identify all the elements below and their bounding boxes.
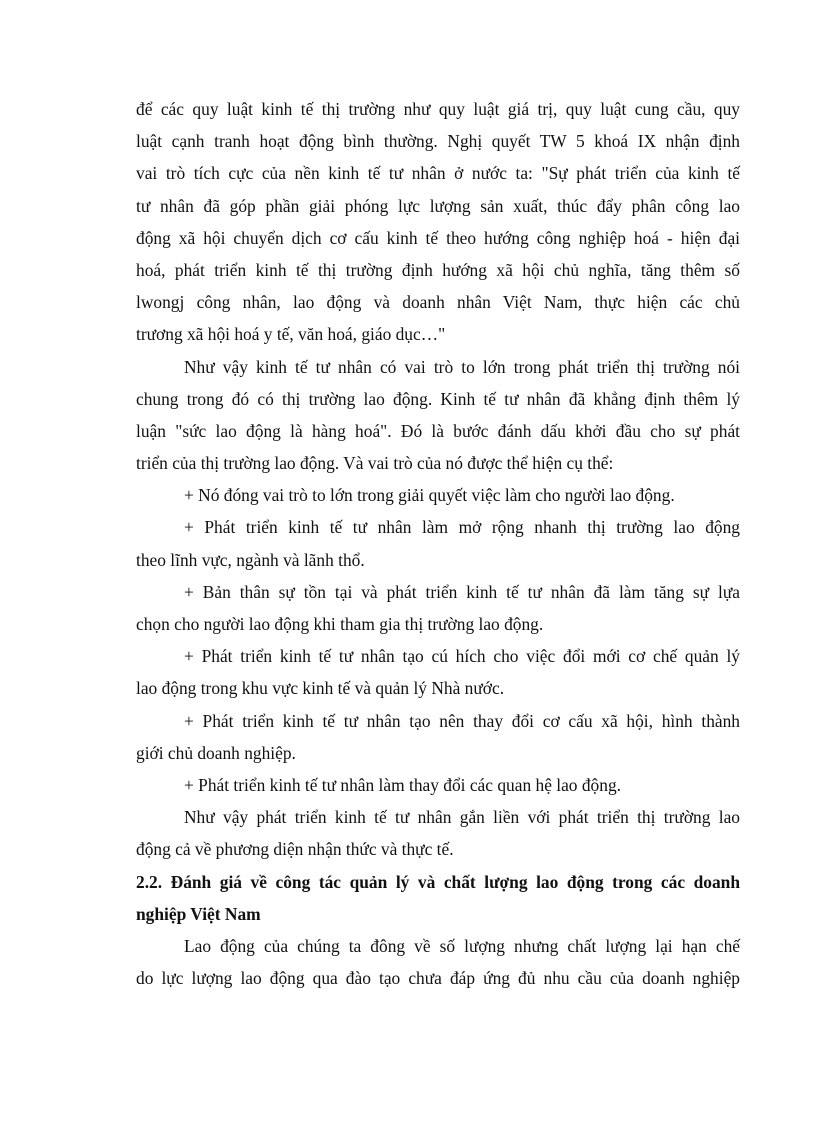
bullet-item	[136, 769, 740, 801]
text-line: hoá, phát triển kinh tế thị trường định hướng xã hội chủ nghĩa, tăng thêm số	[136, 259, 740, 280]
text-line: + Phát triển kinh tế tư nhân làm mở rộng nhanh thị trường lao động	[184, 517, 740, 538]
text-line: lwongj công nhân, lao động và doanh nhân Việt Nam, thực hiện các chủ	[136, 292, 740, 313]
heading-line: 2.2. Đánh giá về công tác quản lý và chất lượng lao động trong các doanh	[136, 871, 740, 892]
text-line: Như vậy kinh tế tư nhân có vai trò to lớn trong phát triển thị trường nói	[184, 356, 740, 377]
text-line: + Nó đóng vai trò to lớn trong giải quyết việc làm cho người lao động.	[184, 485, 675, 506]
text-line: giới chủ doanh nghiệp.	[136, 742, 296, 763]
text-line: Lao động của chúng ta đông về số lượng nhưng chất lượng lại hạn chế	[184, 935, 740, 956]
paragraph-conclusion	[136, 801, 740, 865]
bullet-item	[136, 705, 740, 769]
text-line: vai trò tích cực của nền kinh tế tư nhân ở nước ta: "Sự phát triển của kinh tế	[136, 163, 740, 184]
text-line: tư nhân đã góp phần giải phóng lực lượng sản xuất, thúc đẩy phân công lao	[136, 195, 740, 216]
section-heading	[136, 866, 740, 930]
paragraph-role-of-private-sector	[136, 351, 740, 480]
bullet-item	[136, 479, 740, 511]
text-line: động xã hội chuyển dịch cơ cấu kinh tế theo hướng công nghiệp hoá - hiện đại	[136, 227, 740, 248]
text-line: lao động trong khu vực kinh tế và quản lý Nhà nước.	[136, 678, 505, 699]
text-line: luật cạnh tranh hoạt động bình thường. Nghị quyết TW 5 khoá IX nhận định	[136, 131, 740, 152]
text-line: do lực lượng lao động qua đào tạo chưa đáp ứng đủ nhu cầu của doanh nghiệp	[136, 968, 740, 989]
text-line: Như vậy phát triển kinh tế tư nhân gắn liền với phát triển thị trường lao	[184, 807, 740, 828]
text-line: chọn cho người lao động khi tham gia thị trường lao động.	[136, 614, 544, 634]
text-line: luận "sức lao động là hàng hoá". Đó là bước đánh dấu khởi đầu cho sự phát	[136, 420, 740, 441]
text-line: theo lĩnh vực, ngành và lãnh thổ.	[136, 549, 365, 570]
document-page	[136, 93, 740, 994]
bullet-item	[136, 576, 740, 640]
bullet-item	[136, 640, 740, 704]
text-line: + Bản thân sự tồn tại và phát triển kinh tế tư nhân đã làm tăng sự lựa	[184, 581, 740, 602]
bullet-item	[136, 511, 740, 575]
paragraph-labor-quality	[136, 930, 740, 994]
text-line: chung trong đó có thị trường lao động. Kinh tế tư nhân đã khẳng định thêm lý	[136, 388, 740, 409]
text-line: triển của thị trường lao động. Và vai trò của nó được thể hiện cụ thể:	[136, 453, 614, 474]
text-line: + Phát triển kinh tế tư nhân tạo cú hích cho việc đổi mới cơ chế quản lý	[184, 646, 740, 667]
text-line: để các quy luật kinh tế thị trường như quy luật giá trị, quy luật cung cầu, quy	[136, 99, 740, 119]
text-line: trương xã hội hoá y tế, văn hoá, giáo dục…"	[136, 324, 446, 345]
paragraph-continuation	[136, 93, 740, 351]
text-line: động cả về phương diện nhận thức và thực tế.	[136, 839, 454, 860]
text-line: + Phát triển kinh tế tư nhân làm thay đổi các quan hệ lao động.	[184, 774, 621, 795]
text-line: + Phát triển kinh tế tư nhân tạo nên thay đổi cơ cấu xã hội, hình thành	[184, 710, 740, 731]
heading-line: nghiệp Việt Nam	[136, 903, 261, 924]
